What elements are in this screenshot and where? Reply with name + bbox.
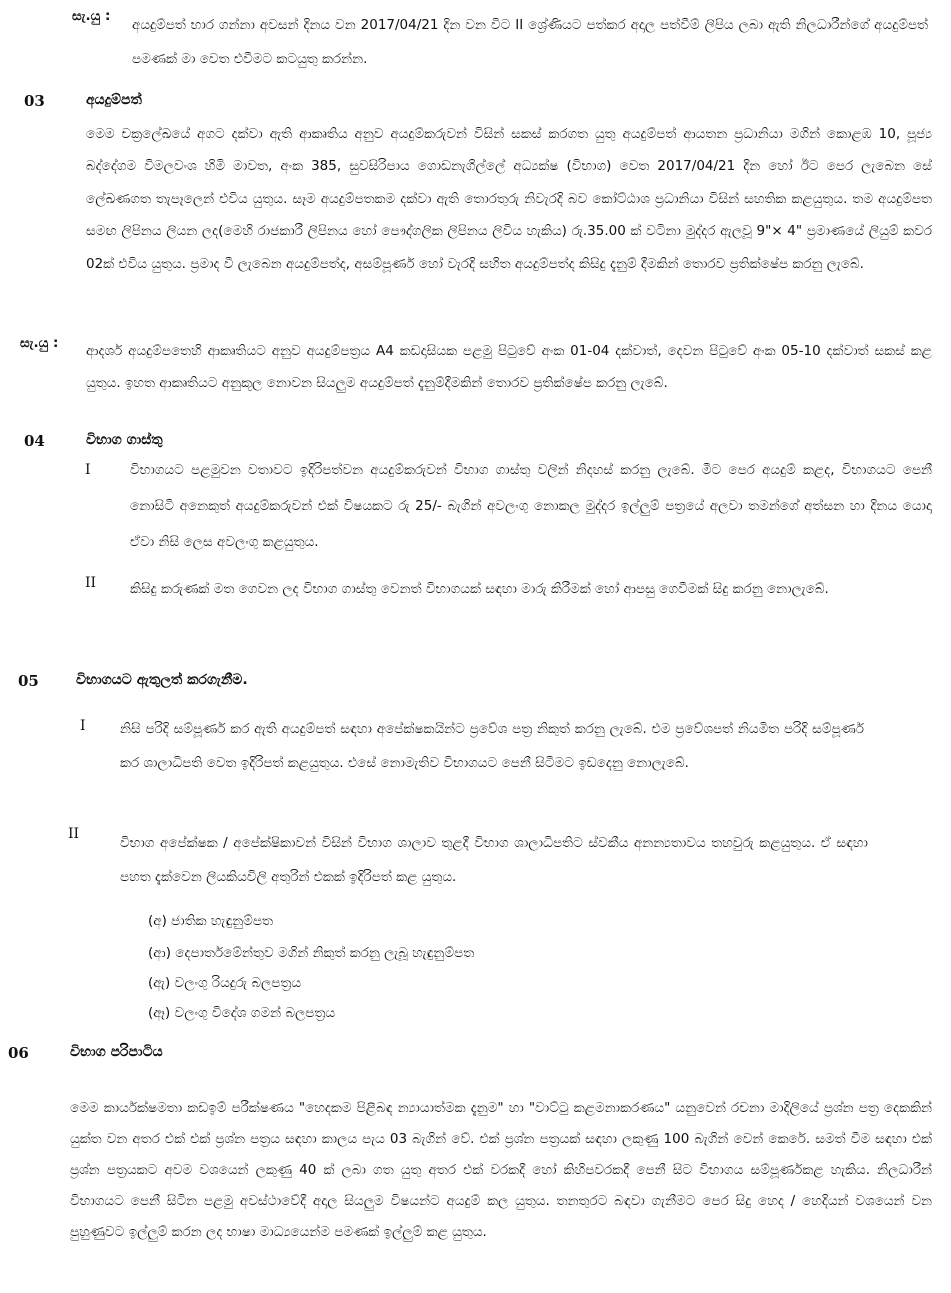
section-number-05: 05 [18,672,39,690]
section-04-item-1-text: විභාගයට පළමුවන වතාවට ඉදිරිපත්වන අයදුම්කරුවන් විභාග ගාස්තු වලින් නිදහස් කරනු ලැබේ. මීට පෙර අයදුම් කළද, විභාගයට පෙනී නොසිටි අනෙකුත් අයදුම්කරුවන් එක් විෂයකට රු 25/- බැගින් අවලංගු නොකල මුද්දර ඉල්ලුම් පත්‍රයේ අලවා තමන්ගේ අත්සන හා දිනය යොදා ඒවා නිසි ලෙස අවලංගු කළයුතුය. [130,462,932,550]
document-item-4: (ඈ) වලංගු විදේශ ගමන් බලපත්‍රය [148,1005,336,1021]
section-05-item-2-numeral: II [68,826,80,842]
section-04-item-2-numeral: II [85,575,97,591]
section-04-item-1-numeral: I [85,462,91,478]
top-note-label: සැ.යු : [72,8,111,24]
section-heading-03: අයදුම්පත් [86,92,142,108]
note-label-03: සැ.යු : [20,335,59,351]
section-body-03: මෙම චක්‍රලේඛයේ අගට දක්වා ඇති ආකෘතිය අනුව අයදුම්කරුවන් විසින් සකස් කරගත යුතු අයදුම්පත් ආයතන ප්‍රධානියා මගින් කොළඹ 10, පූජ්‍ය බද්දේගම විමලවංශ හිමි මාවත, අංක 385, සුවසිරිපාය ගොඩනැගිල්ලේ අධ්‍යක්ෂ (විභාග) වෙත 2017/04/21 දින හෝ ඊට පෙර ලැබෙන සේ ලේඛණගත තැපෑලෙන් එවිය යුතුය. සෑම අයදුම්පතකම දක්වා ඇති තොරතුරු නිවැරදි බව කෝට්ඨාශ ප්‍රධානියා විසින් සහතික කළයුතුය. තම අයදුම්පත සමඟ ලිපිනය ලියන ලද(මෙහි රාජකාරී ලිපිනය හෝ පෞද්ගලික ලිපිනය ලිවිය හැකිය) රු.35.00 ක් වටිනා මුද්දර ඇලවූ 9"× 4" ප්‍රමාණයේ ලියුම් කවර 02ක් එවිය යුතුය. ප්‍රමාද වී ලැබෙන අයදුම්පත්ද, අසම්පූර්ණ හෝ වැරදි සහිත අයදුම්පත්ද කිසිදු දැනුම් දීමකින් තොරව ප්‍රතික්ෂේප කරනු ලැබේ. [86,126,932,272]
section-heading-04: විභාග ගාස්තු [86,432,163,448]
section-number-04: 04 [24,432,45,450]
section-number-03: 03 [24,92,45,110]
section-body-06: මෙම කාර්යක්ෂමතා කඩඉම් පරීක්ෂණය "හෙදකම පිළිබඳ න්‍යායාත්මක දැනුම" හා "වාට්ටු කළමනාකරණය" යනුවෙන් රචනා මාදිලියේ ප්‍රශ්න පත්‍ර දෙකකින් යුක්ත වන අතර එක් එක් ප්‍රශ්න පත්‍රය සඳහා කාලය පැය 03 බැගින් වේ. එක් ප්‍රශ්න පත්‍රයක් සඳහා ලකුණු 100 බැගින් වෙන් කෙරේ. සමත් වීම සඳහා එක් ප්‍රශ්න පත්‍රයකට අවම වශයෙන් ලකුණු 40 ක් ලබා ගත යුතු අතර එක් වරකදී හෝ කිහිපවරකදී පෙනී සිට විභාගය සම්පූර්ණකළ හැකිය. නිලධාරීන් විභාගයට පෙනී සිටින පළමු අවස්ථාවේදී අදාල සියලුම විෂයන්ට අයදුම් කල යුතුය. තනතුරට බඳවා ගැනීමට පෙර සිදු හෙද / හෙදියන් වශයෙන් වන පුහුණුවට ඉල්ලුම් කරන ලද භාෂා මාධ්‍යයෙන්ම පමණක් ඉල්ලුම් කළ යුතුය. [70,1100,932,1240]
document-item-2: (ආ) දෙපාර්තමේන්තුව මගින් නිකුත් කරනු ලැබූ හැඳුනුම්පත [148,945,475,961]
section-05-item-1-numeral: I [80,718,86,734]
section-05-item-1-text: නිසි පරිදි සම්පූර්ණ කර ඇති අයදුම්පත් සඳහා අපේක්ෂකයින්ට ප්‍රවේශ පත්‍ර නිකුත් කරනු ලැබේ. එම ප්‍රවේශපත් නියමිත පරිදි සම්පූර්ණ කර ශාලාධිපති වෙත ඉදිරිපත් කළයුතුය. එසේ නොමැතිව විභාගයට පෙනී සිටීමට ඉඩදෙනු නොලැබේ. [120,721,864,771]
section-number-06: 06 [8,1044,29,1062]
section-heading-05: විභාගයට ඇතුලත් කරගැනීම. [76,672,248,688]
note-text-03: ආදර්ශ අයදුම්පතෙහි ආකෘතියට අනුව අයදුම්පත්‍රය A4 කඩදාසියක පළමු පිටුවේ අංක 01-04 දක්වාත්, දෙවන පිටුවේ අංක 05-10 දක්වාත් සකස් කළ යුතුය. ඉහත ආකෘතියට අනුකූල නොවන සියලුම අයදුම්පත් දැනුම්දීමකින් තොරව ප්‍රතික්ෂේප කරනු ලැබේ. [86,343,932,392]
document-item-3: (ඇ) වලංගු රියදුරු බලපත්‍රය [148,975,302,991]
document-item-1: (අ) ජාතික හැඳුනුම්පත [148,913,273,929]
top-note-text: අයදුම්පත් භාර ගන්නා අවසන් දිනය වන 2017/04/21 දින වන විට II ශ්‍රේණියට පත්කර අදාල පත්වීම් ලිපිය ලබා ඇති නිලධාරීන්ගේ අයදුම්පත් පමණක් මා වෙත එවීමට කටයුතු කරන්න. [132,17,928,67]
section-05-item-2-text: විභාග අපේක්ෂක / අපේක්ෂිකාවන් විසින් විභාග ශාලාව තුළදී විභාග ශාලාධිපතිට ස්වකීය අනන්‍යතාවය තහවුරු කළයුතුය. ඒ සඳහා පහත දැක්වෙන ලියකියවිලි අතුරින් එකක් ඉදිරිපත් කළ යුතුය. [120,835,868,885]
section-04-item-2-text: කිසිදු කරුණක් මත ගෙවන ලද විභාග ගාස්තු වෙනත් විභාගයක් සඳහා මාරු කිරීමක් හෝ ආපසු ගෙවීමක් සිදු කරනු නොලැබේ. [130,581,829,597]
section-heading-06: විභාග පරිපාටිය [70,1044,163,1060]
